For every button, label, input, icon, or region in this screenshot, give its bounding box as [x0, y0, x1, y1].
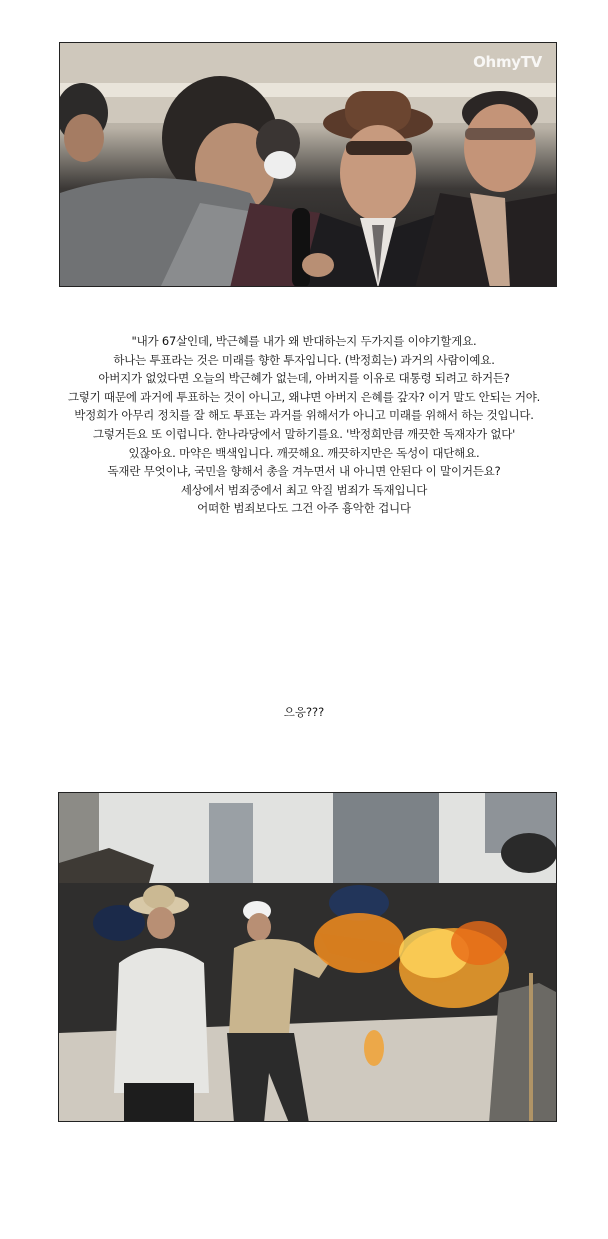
interview-photo-illustration [60, 43, 557, 287]
interview-photo [59, 42, 557, 287]
quote-line: "내가 67살인데, 박근혜를 내가 왜 반대하는지 두가지를 이야기할게요. [131, 334, 477, 348]
quote-line: 세상에서 범죄중에서 최고 악질 범죄가 독재입니다 [180, 482, 428, 497]
protest-photo-illustration [59, 793, 557, 1122]
quote-line: 그렇기 때문에 과거에 투표하는 것이 아니고, 왜냐면 아버지 은혜를 갚자? 이거 말도 안되는 거야. [67, 389, 541, 404]
quote-line: 박정희가 아무리 정치를 잘 해도 투표는 과거를 위해서가 아니고 미래를 위해서 하는 것입니다. [74, 408, 534, 423]
protest-photo [58, 792, 557, 1122]
ohmytv-watermark-logo: OhmyTV [473, 53, 542, 71]
quote-line: 독재란 무엇이냐, 국민을 향해서 총을 겨누면서 내 아니면 안된다 이 말이거든요? [107, 464, 501, 479]
quote-block [0, 332, 608, 518]
quote-line: 있잖아요. 마약은 백색입니다. 깨끗해요. 깨끗하지만은 독성이 대단해요. [128, 445, 480, 460]
quote-line: 어떠한 범죄보다도 그건 아주 흉악한 겁니다 [197, 501, 411, 516]
quote-line: 아버지가 없었다면 오늘의 박근혜가 없는데, 아버지를 이유로 대통령 되려고 하거든? [98, 371, 510, 386]
quote-line: 하나는 투표라는 것은 미래를 향한 투자입니다. (박정희는) 과거의 사람이예요. [113, 352, 495, 367]
reply-text: 으응??? [283, 705, 325, 719]
quote-line: 그렇거든요 또 이럽니다. 한나라당에서 말하기를요. '박정희만큼 깨끗한 독재자가 없다' [92, 426, 516, 441]
